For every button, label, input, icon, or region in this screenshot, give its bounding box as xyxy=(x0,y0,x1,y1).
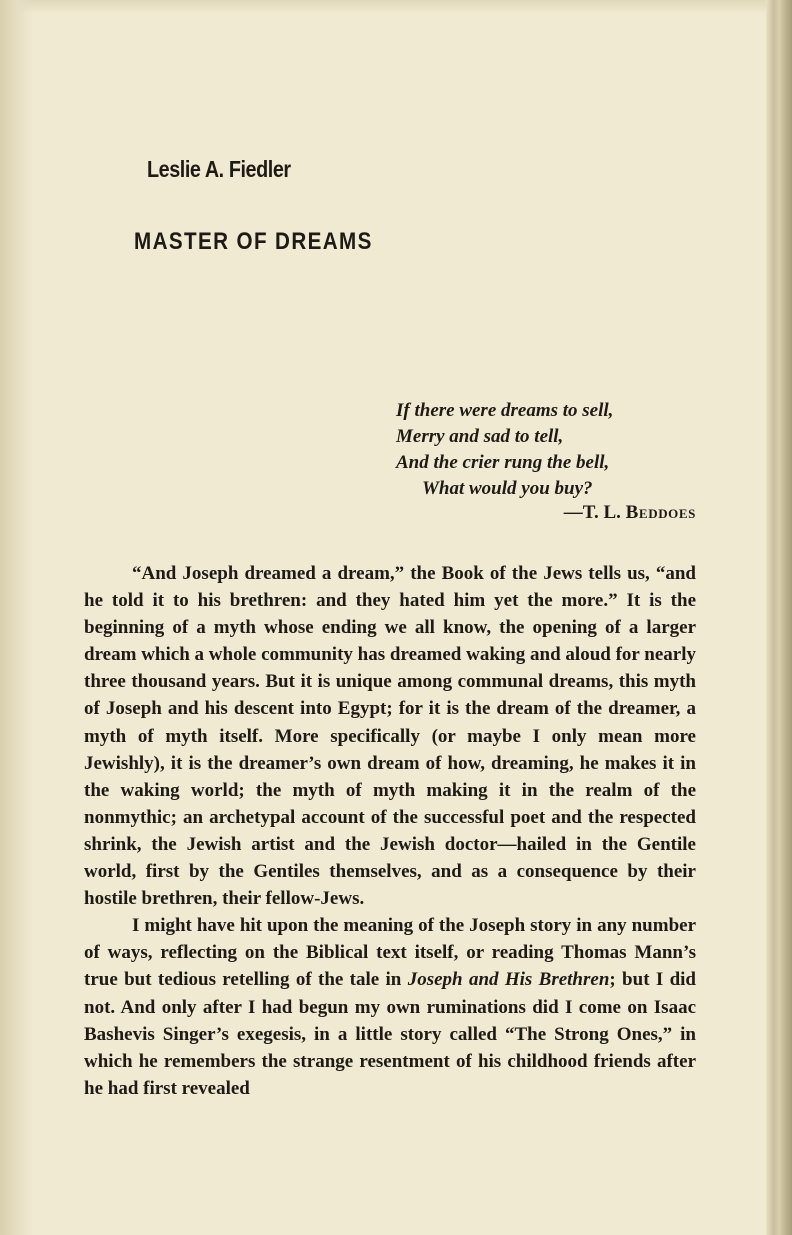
book-title: Joseph and His Brethren xyxy=(407,969,610,991)
chapter-title: MASTER OF DREAMS xyxy=(134,228,373,255)
page-edges xyxy=(766,0,792,1235)
attribution-prefix: —T. L. xyxy=(563,502,626,523)
page-top-shade xyxy=(0,0,792,14)
attribution-name: Beddoes xyxy=(625,502,696,523)
epigraph-line: If there were dreams to sell, xyxy=(396,400,614,421)
author-name: Leslie A. Fiedler xyxy=(147,156,291,182)
paragraph: “And Joseph dreamed a dream,” the Book of the Jews tells us, “and he told it to his brethren: and they hated him yet the more.” It is the beginning of a myth whose ending we all know, the opening of a larger dream which a whole community has dreamed waking and aloud for nearly three thousand years. But it is unique among communal dreams, this myth of Joseph and his descent into Egypt; for it is the dream of the dreamer, a myth of myth itself. More specifically (or maybe I only mean more Jewishly), it is the dreamer’s own dream of how, dreaming, he makes it in the waking world; the myth of myth making it in the realm of the nonmythic; an archetypal account of the successful poet and the respected shrink, the Jewish artist and the Jewish doctor—hailed in the Gentile world, first by the Gentiles themselves, and as a consequence by their hostile brethren, their fellow-Jews. xyxy=(84,563,696,910)
body-text xyxy=(84,560,696,1102)
epigraph-line: And the crier rung the bell, xyxy=(396,452,610,473)
paragraph-text: I might have hit upon the meaning of the Joseph story in any number of ways, reflecting on the Biblical text itself, or reading Thomas Mann’s true but tedious retelling of the tale in xyxy=(84,915,696,991)
epigraph-line: Merry and sad to tell, xyxy=(396,426,564,447)
binding-shadow xyxy=(0,0,34,1235)
epigraph xyxy=(396,398,696,502)
epigraph-line: What would you buy? xyxy=(422,478,593,499)
epigraph-attribution xyxy=(564,502,696,524)
paragraph-text: ; but I did not. And only after I had begun my own ruminations did I come on Isaac Bashevis Singer’s exegesis, in a little story called “The Strong Ones,” in which he remembers the strange resentment of his childhood friends after he had first revealed xyxy=(84,969,696,1099)
paragraph xyxy=(84,912,696,1102)
